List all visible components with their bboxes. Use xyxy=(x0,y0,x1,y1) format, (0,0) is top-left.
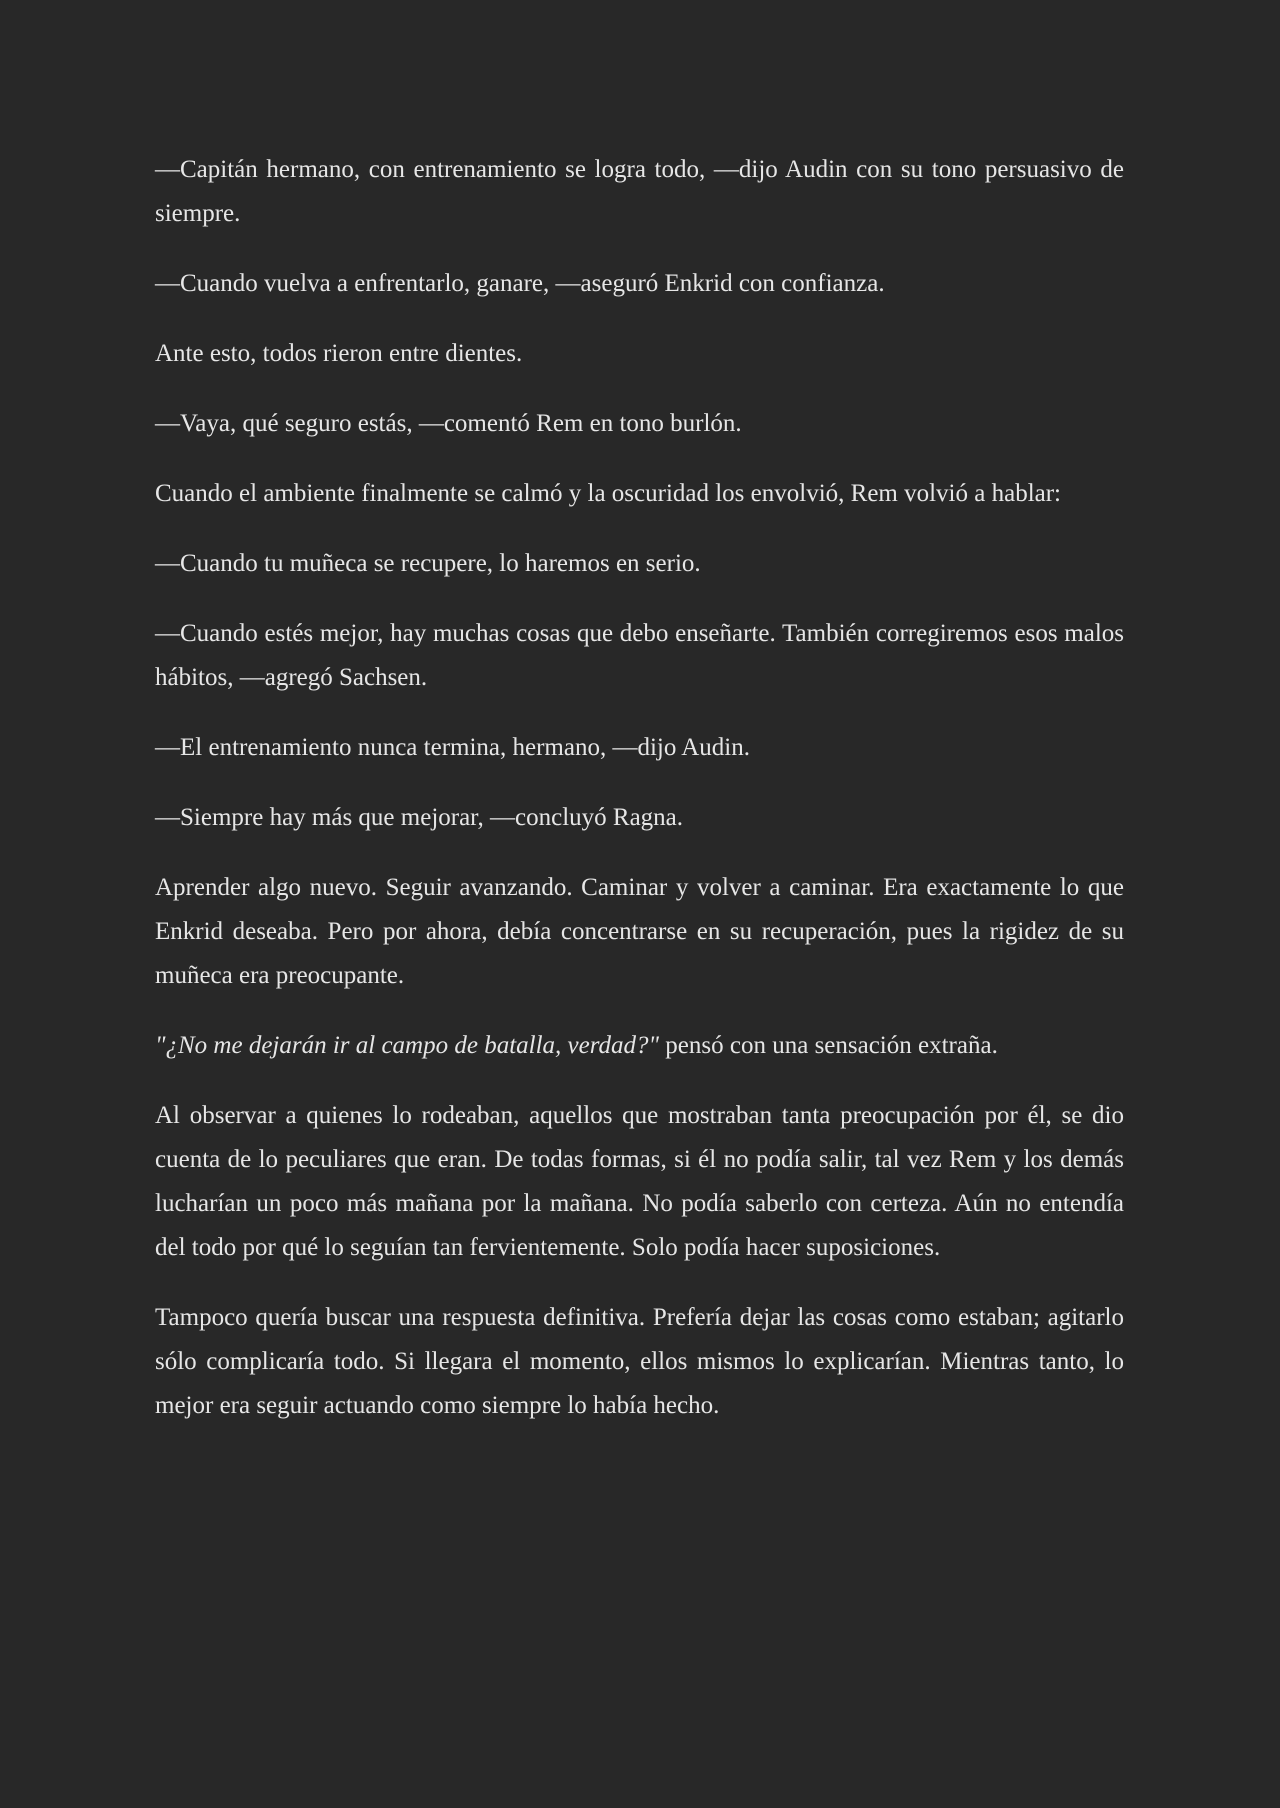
paragraph-7: —Cuando estés mejor, hay muchas cosas que debo enseñarte. También corregiremos esos malos hábitos, —agregó Sachsen. xyxy=(155,620,1124,691)
paragraph-3: Ante esto, todos rieron entre dientes. xyxy=(155,340,523,367)
paragraph-10: Aprender algo nuevo. Seguir avanzando. Caminar y volver a caminar. Era exactamente lo que Enkrid deseaba. Pero por ahora, debía concentrarse en su recuperación, pues la rigidez de su muñeca era preocupante. xyxy=(155,874,1124,989)
paragraph-12: Al observar a quienes lo rodeaban, aquellos que mostraban tanta preocupación por él, se dio cuenta de lo peculiares que eran. De todas formas, si él no podía salir, tal vez Rem y los demás lucharían un poco más mañana por la mañana. No podía saberlo con certeza. Aún no entendía del todo por qué lo seguían tan fervientemente. Solo podía hacer suposiciones. xyxy=(155,1102,1124,1261)
paragraph-2: —Cuando vuelva a enfrentarlo, ganare, —aseguró Enkrid con confianza. xyxy=(155,270,885,297)
paragraph-13: Tampoco quería buscar una respuesta definitiva. Prefería dejar las cosas como estaban; agitarlo sólo complicaría todo. Si llegara el momento, ellos mismos lo explicarían. Mientras tanto, lo mejor era seguir actuando como siempre lo había hecho. xyxy=(155,1304,1124,1419)
paragraph-4: —Vaya, qué seguro estás, —comentó Rem en tono burlón. xyxy=(155,410,742,437)
paragraph-5: Cuando el ambiente finalmente se calmó y la oscuridad los envolvió, Rem volvió a hablar: xyxy=(155,480,1062,507)
thought-rest: pensó con una sensación extraña. xyxy=(659,1032,998,1059)
paragraph-9: —Siempre hay más que mejorar, —concluyó Ragna. xyxy=(155,804,684,831)
paragraph-1: —Capitán hermano, con entrenamiento se logra todo, —dijo Audin con su tono persuasivo de siempre. xyxy=(155,156,1124,227)
thought-italic: "¿No me dejarán ir al campo de batalla, verdad?" xyxy=(155,1032,660,1059)
thought-paragraph xyxy=(155,1024,1124,1068)
paragraph-6: —Cuando tu muñeca se recupere, lo haremos en serio. xyxy=(155,550,701,577)
paragraph-8: —El entrenamiento nunca termina, hermano, —dijo Audin. xyxy=(155,734,750,761)
